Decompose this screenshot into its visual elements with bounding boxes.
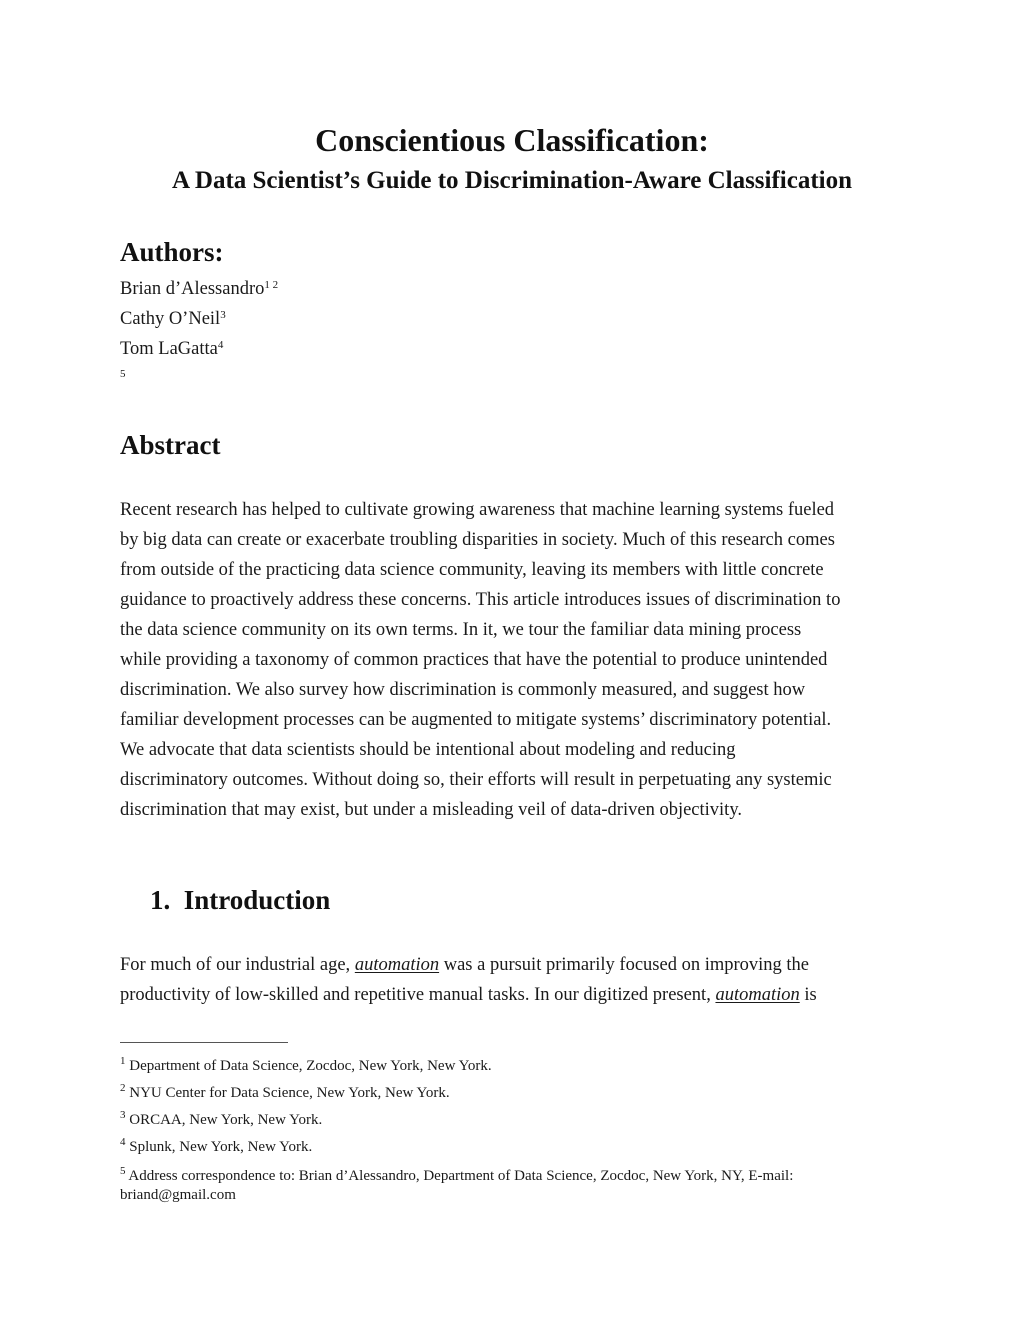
- footnote-marker: 3: [220, 309, 226, 321]
- abstract-body: [120, 495, 910, 825]
- abstract-line: from outside of the practicing data science community, leaving its members with little concrete: [120, 560, 824, 580]
- introduction-line: [120, 950, 910, 980]
- footnote-text: ORCAA, New York, New York.: [125, 1112, 323, 1128]
- author-name-text: Tom LaGatta: [120, 339, 218, 359]
- abstract-line: discriminatory outcomes. Without doing so, their efforts will result in perpetuating any systemic: [120, 770, 832, 790]
- abstract-line: while providing a taxonomy of common practices that have the potential to produce unintended: [120, 650, 828, 670]
- text-run: was a pursuit primarily focused on improving the: [439, 955, 810, 975]
- footnote-divider: [120, 1042, 288, 1043]
- paper-title: Conscientious Classification:: [315, 122, 709, 158]
- footnote-text: Splunk, New York, New York.: [125, 1139, 313, 1155]
- author-name: [120, 337, 223, 361]
- footnote-marker: 4: [120, 1136, 126, 1148]
- footnote: [120, 1057, 910, 1076]
- abstract-line: Recent research has helped to cultivate growing awareness that machine learning systems fueled: [120, 500, 835, 520]
- author-name-text: Cathy O’Neil: [120, 309, 221, 329]
- footnote-text: Department of Data Science, Zocdoc, New York, New York.: [125, 1058, 492, 1074]
- author-name: [120, 307, 226, 331]
- text-run: is: [799, 985, 817, 1005]
- footnote: [120, 1138, 910, 1157]
- abstract-line: guidance to proactively address these concerns. This article introduces issues of discrimination to: [120, 590, 841, 610]
- abstract-line: the data science community on its own terms. In it, we tour the familiar data mining process: [120, 620, 802, 640]
- author-name-text: Brian d’Alessandro: [120, 279, 265, 299]
- author-name: [120, 277, 278, 301]
- authors-heading: Authors:: [120, 237, 224, 267]
- abstract-line: discrimination. We also survey how discrimination is commonly measured, and suggest how: [120, 680, 806, 700]
- footnote-marker: 5: [120, 1165, 126, 1177]
- emphasis-term: automation: [354, 955, 440, 975]
- footnote-text: Address correspondence to: Brian d’Alessandro, Department of Data Science, Zocdoc, New York, NY, E-mail:: [125, 1168, 794, 1184]
- email-link[interactable]: briand@gmail.com: [120, 1187, 236, 1203]
- abstract-line: by big data can create or exacerbate troubling disparities in society. Much of this research comes: [120, 530, 835, 550]
- abstract-heading: Abstract: [120, 430, 221, 460]
- footnote-marker: 1 2: [264, 279, 279, 291]
- footnote-text: NYU Center for Data Science, New York, New York.: [125, 1085, 450, 1101]
- footnote-marker: 1: [120, 1055, 126, 1067]
- footnote-marker: 2: [120, 1082, 126, 1094]
- emphasis-term: automation: [715, 985, 800, 1005]
- footnote: [120, 1111, 910, 1130]
- footnote-marker: 3: [120, 1109, 126, 1121]
- text-run: productivity of low-skilled and repetitive manual tasks. In our digitized present,: [120, 985, 716, 1005]
- abstract-line: discrimination that may exist, but under a misleading veil of data-driven objectivity.: [120, 800, 742, 820]
- footnote-marker: 4: [217, 339, 224, 351]
- introduction-heading: 1. Introduction: [150, 885, 331, 915]
- introduction-line: [120, 980, 910, 1010]
- footnote: [120, 1084, 910, 1103]
- abstract-line: We advocate that data scientists should be intentional about modeling and reducing: [120, 740, 736, 760]
- footnote: [120, 1167, 910, 1205]
- correspondence-marker: 5: [120, 368, 126, 380]
- text-run: For much of our industrial age,: [120, 955, 355, 975]
- paper-subtitle: A Data Scientist’s Guide to Discrimination-Aware Classification: [171, 167, 853, 194]
- abstract-line: familiar development processes can be augmented to mitigate systems’ discriminatory potential.: [120, 710, 832, 730]
- introduction-body: [120, 950, 910, 1010]
